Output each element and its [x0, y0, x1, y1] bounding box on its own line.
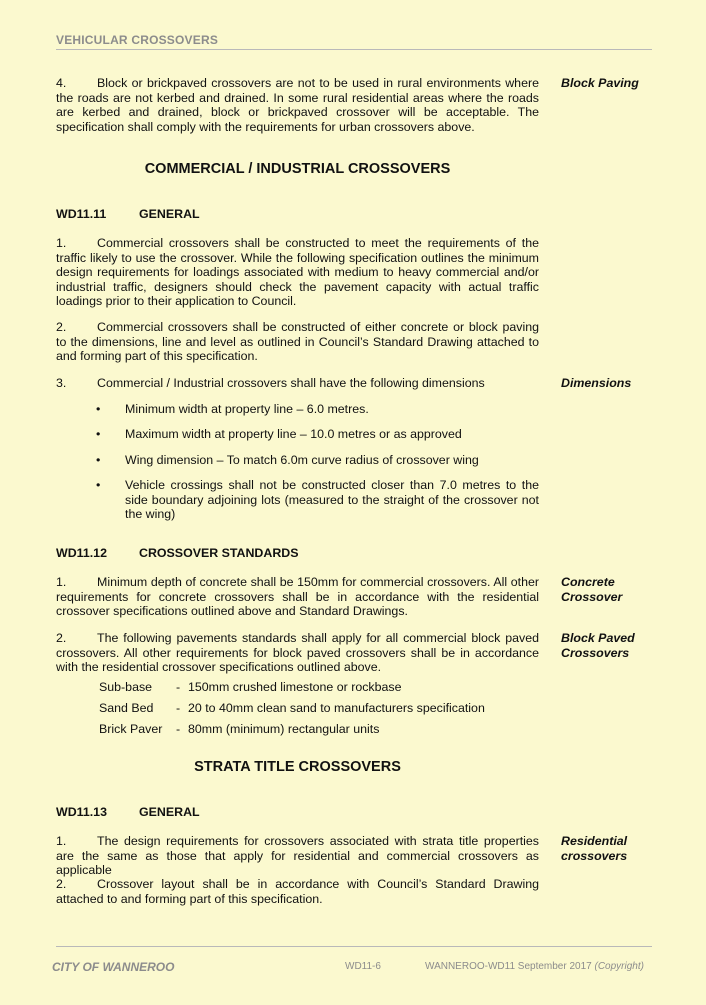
subsection-title: GENERAL: [139, 207, 200, 221]
paragraph-text: Commercial / Industrial crossovers shall have the following dimensions: [97, 376, 485, 390]
margin-note-block-paved-crossovers: Block Paved Crossovers: [561, 631, 635, 660]
footer-document-id: WANNEROO-WD11 September 2017: [425, 961, 595, 972]
paragraph-text: Block or brickpaved crossovers are not to be used in rural environments where the roads are not kerbed and drained. In some rural residential areas where the roads are kerbed and drained, block or brickpaved crossover will be acceptable. The specification shall comply with the requirements for urban crossovers above.: [56, 76, 539, 134]
subsection-heading-wd11-11: [56, 207, 200, 221]
footer-divider: [56, 946, 652, 947]
paragraph-standards-1: [56, 575, 539, 619]
margin-note-concrete-crossover: Concrete Crossover: [561, 575, 623, 604]
paragraph-strata-1: [56, 834, 539, 878]
paragraph-block-paving: [56, 76, 539, 134]
bullet-icon: •: [96, 478, 101, 492]
paragraph-number: 4.: [56, 76, 67, 90]
paragraph-number: 1.: [56, 575, 67, 589]
pavement-dash: -: [176, 722, 181, 736]
subsection-code: WD11.12: [56, 546, 107, 560]
pavement-dash: -: [176, 680, 181, 694]
bullet-text: Wing dimension – To match 6.0m curve radius of crossover wing: [125, 453, 479, 467]
paragraph-commercial-1: [56, 236, 539, 309]
paragraph-commercial-2: [56, 320, 539, 364]
pavement-label: Sand Bed: [99, 701, 154, 715]
section-heading-strata: STRATA TITLE CROSSOVERS: [194, 759, 401, 775]
pavement-label: Sub-base: [99, 680, 153, 694]
subsection-title: CROSSOVER STANDARDS: [139, 546, 299, 560]
paragraph-text: Commercial crossovers shall be constructed to meet the requirements of the traffic likely to use the crossover. While the following specification outlines the minimum design requirements for loadings associated with medium to heavy commercial and/or industrial traffic, designers should check the pavement capacity with actual traffic loadings prior to their application to Council.: [56, 236, 539, 309]
subsection-code: WD11.13: [56, 805, 107, 819]
paragraph-number: 1.: [56, 834, 67, 848]
paragraph-standards-2: [56, 631, 539, 675]
header-divider: [56, 49, 652, 50]
pavement-label: Brick Paver: [99, 722, 163, 736]
margin-note-block-paving: Block Paving: [561, 76, 639, 90]
pavement-value: 80mm (minimum) rectangular units: [188, 722, 380, 736]
pavement-value: 150mm crushed limestone or rockbase: [188, 680, 402, 694]
footer-document-info: [425, 961, 644, 972]
bullet-text: Maximum width at property line – 10.0 metres or as approved: [125, 427, 462, 441]
paragraph-text: The design requirements for crossovers associated with strata title properties are the same as those that apply for residential and commercial crossovers as applicable: [56, 834, 539, 878]
paragraph-text: Crossover layout shall be in accordance with Council’s Standard Drawing attached to and forming part of this specification.: [56, 877, 539, 906]
paragraph-number: 1.: [56, 236, 67, 250]
margin-note-residential-crossovers: Residential crossovers: [561, 834, 628, 863]
subsection-heading-wd11-13: [56, 805, 200, 819]
pavement-row-brick-paver: [99, 722, 379, 737]
running-header: VEHICULAR CROSSOVERS: [56, 33, 219, 47]
margin-note-dimensions: Dimensions: [561, 376, 632, 390]
paragraph-text: Commercial crossovers shall be constructed of either concrete or block paving to the dimensions, line and level as outlined in Council’s Standard Drawing attached to and forming part of this specification.: [56, 320, 539, 364]
footer-page-number: WD11-6: [345, 961, 381, 972]
bullet-item: [96, 402, 539, 417]
paragraph-number: 2.: [56, 631, 67, 645]
footer-organisation: CITY OF WANNEROO: [52, 960, 175, 974]
bullet-icon: •: [96, 427, 101, 441]
bullet-text: Vehicle crossings shall not be constructed closer than 7.0 metres to the side boundary adjoining lots (measured to the straight of the crossover not the wing): [125, 478, 539, 522]
footer-copyright: (Copyright): [594, 961, 644, 972]
paragraph-number: 3.: [56, 376, 67, 390]
section-heading-commercial: COMMERCIAL / INDUSTRIAL CROSSOVERS: [144, 161, 451, 177]
pavement-dash: -: [176, 701, 181, 715]
pavement-value: 20 to 40mm clean sand to manufacturers specification: [188, 701, 485, 715]
pavement-row-sand-bed: [99, 701, 485, 716]
pavement-row-sub-base: [99, 680, 402, 695]
paragraph-commercial-3: [56, 376, 539, 391]
bullet-item: [96, 478, 539, 522]
bullet-text: Minimum width at property line – 6.0 metres.: [125, 402, 369, 416]
bullet-item: [96, 427, 539, 442]
bullet-item: [96, 453, 539, 468]
paragraph-text: Minimum depth of concrete shall be 150mm for commercial crossovers. All other requirements for concrete crossovers shall be in accordance with the residential crossover specifications outlined above and Standard Drawings.: [56, 575, 539, 619]
paragraph-number: 2.: [56, 877, 67, 891]
subsection-code: WD11.11: [56, 207, 107, 221]
paragraph-number: 2.: [56, 320, 67, 334]
bullet-icon: •: [96, 402, 101, 416]
bullet-icon: •: [96, 453, 101, 467]
subsection-heading-wd11-12: [56, 546, 299, 560]
paragraph-text: The following pavements standards shall apply for all commercial block paved crossovers. All other requirements for block paved crossovers shall be in accordance with the residential crossover specifications outlined above.: [56, 631, 539, 675]
subsection-title: GENERAL: [139, 805, 200, 819]
paragraph-strata-2: [56, 877, 539, 906]
